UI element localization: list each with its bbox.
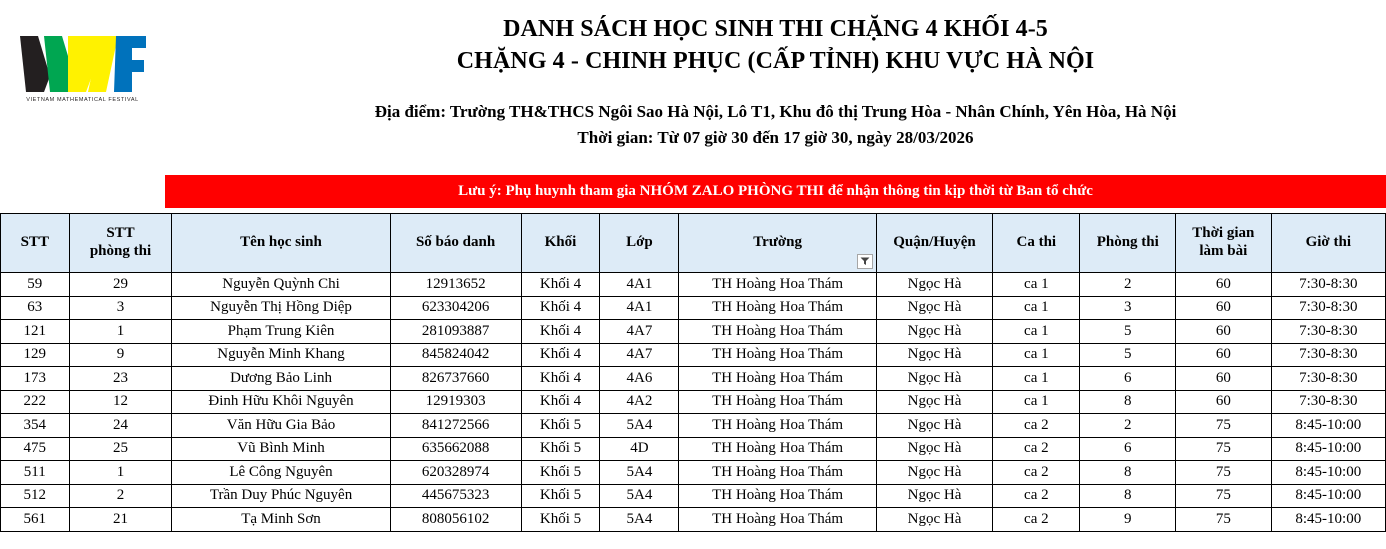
table-row[interactable] [1, 343, 1386, 367]
cell-phong-thi: 2 [1080, 273, 1176, 297]
cell-phong-thi: 6 [1080, 437, 1176, 461]
col-header-gio-thi-label: Giờ thi [1305, 234, 1351, 251]
cell-thoi-gian-lam-bai: 60 [1176, 367, 1272, 391]
cell-so-bao-danh: 12913652 [390, 273, 521, 297]
cell-lop: 4A7 [600, 343, 679, 367]
header-text-block [165, 0, 1386, 150]
cell-quan-huyen: Ngọc Hà [876, 390, 992, 414]
cell-gio-thi: 7:30-8:30 [1271, 367, 1385, 391]
cell-gio-thi: 7:30-8:30 [1271, 273, 1385, 297]
cell-ca-thi: ca 1 [993, 367, 1080, 391]
cell-phong-thi: 9 [1080, 508, 1176, 532]
cell-ca-thi: ca 2 [993, 461, 1080, 485]
cell-truong: TH Hoàng Hoa Thám [679, 414, 876, 438]
cell-so-bao-danh: 620328974 [390, 461, 521, 485]
cell-phong-thi: 8 [1080, 484, 1176, 508]
student-table [0, 213, 1386, 532]
cell-truong: TH Hoàng Hoa Thám [679, 343, 876, 367]
cell-so-bao-danh: 445675323 [390, 484, 521, 508]
cell-gio-thi: 7:30-8:30 [1271, 390, 1385, 414]
cell-stt-phong-thi: 1 [69, 320, 172, 344]
col-header-ca-thi[interactable] [993, 214, 1080, 273]
cell-stt: 354 [1, 414, 70, 438]
cell-gio-thi: 8:45-10:00 [1271, 461, 1385, 485]
cell-quan-huyen: Ngọc Hà [876, 437, 992, 461]
cell-quan-huyen: Ngọc Hà [876, 461, 992, 485]
cell-ten-hoc-sinh: Vũ Bình Minh [172, 437, 390, 461]
cell-quan-huyen: Ngọc Hà [876, 343, 992, 367]
cell-ten-hoc-sinh: Tạ Minh Sơn [172, 508, 390, 532]
cell-ca-thi: ca 2 [993, 508, 1080, 532]
note-spacer [0, 175, 165, 208]
cell-so-bao-danh: 808056102 [390, 508, 521, 532]
cell-stt: 475 [1, 437, 70, 461]
cell-khoi: Khối 5 [521, 484, 600, 508]
cell-stt-phong-thi: 2 [69, 484, 172, 508]
cell-quan-huyen: Ngọc Hà [876, 484, 992, 508]
cell-thoi-gian-lam-bai: 60 [1176, 273, 1272, 297]
cell-so-bao-danh: 635662088 [390, 437, 521, 461]
table-row[interactable] [1, 437, 1386, 461]
cell-quan-huyen: Ngọc Hà [876, 273, 992, 297]
cell-khoi: Khối 5 [521, 508, 600, 532]
cell-ca-thi: ca 2 [993, 484, 1080, 508]
cell-so-bao-danh: 281093887 [390, 320, 521, 344]
cell-khoi: Khối 4 [521, 296, 600, 320]
cell-stt-phong-thi: 9 [69, 343, 172, 367]
cell-gio-thi: 7:30-8:30 [1271, 296, 1385, 320]
filter-icon[interactable] [857, 254, 873, 269]
cell-khoi: Khối 5 [521, 437, 600, 461]
document-header [0, 0, 1386, 175]
cell-quan-huyen: Ngọc Hà [876, 508, 992, 532]
cell-lop: 5A4 [600, 414, 679, 438]
cell-lop: 4A1 [600, 296, 679, 320]
cell-so-bao-danh: 12919303 [390, 390, 521, 414]
cell-stt: 63 [1, 296, 70, 320]
cell-ten-hoc-sinh: Lê Công Nguyên [172, 461, 390, 485]
cell-gio-thi: 7:30-8:30 [1271, 320, 1385, 344]
cell-ca-thi: ca 1 [993, 320, 1080, 344]
cell-khoi: Khối 5 [521, 414, 600, 438]
cell-ten-hoc-sinh: Dương Bảo Linh [172, 367, 390, 391]
cell-lop: 4A7 [600, 320, 679, 344]
cell-ca-thi: ca 1 [993, 343, 1080, 367]
col-header-stt-phong-thi[interactable] [69, 214, 172, 273]
col-header-stt[interactable] [1, 214, 70, 273]
cell-ten-hoc-sinh: Phạm Trung Kiên [172, 320, 390, 344]
cell-phong-thi: 2 [1080, 414, 1176, 438]
table-row[interactable] [1, 414, 1386, 438]
col-header-lop[interactable] [600, 214, 679, 273]
cell-lop: 5A4 [600, 484, 679, 508]
logo-caption: VIETNAM MATHEMATICAL FESTIVAL [26, 97, 139, 103]
table-row[interactable] [1, 367, 1386, 391]
cell-stt: 222 [1, 390, 70, 414]
cell-gio-thi: 8:45-10:00 [1271, 414, 1385, 438]
table-body [1, 273, 1386, 532]
cell-khoi: Khối 4 [521, 273, 600, 297]
cell-lop: 4A2 [600, 390, 679, 414]
cell-quan-huyen: Ngọc Hà [876, 414, 992, 438]
cell-ten-hoc-sinh: Trần Duy Phúc Nguyên [172, 484, 390, 508]
event-location: Địa điểm: Trường TH&THCS Ngôi Sao Hà Nội, Lô T1, Khu đô thị Trung Hòa - Nhân Chính, Yên Hòa, Hà Nội [374, 102, 1177, 122]
cell-gio-thi: 8:45-10:00 [1271, 484, 1385, 508]
cell-thoi-gian-lam-bai: 60 [1176, 320, 1272, 344]
cell-khoi: Khối 4 [521, 390, 600, 414]
cell-thoi-gian-lam-bai: 60 [1176, 390, 1272, 414]
col-header-lop-label: Lớp [626, 234, 653, 251]
col-header-so-bao-danh[interactable] [390, 214, 521, 273]
col-header-thoi-gian-line2: làm bài [1199, 243, 1248, 259]
cell-stt-phong-thi: 12 [69, 390, 172, 414]
col-header-stt-phong-thi-line1: STT [106, 225, 135, 242]
table-row[interactable] [1, 461, 1386, 485]
cell-stt-phong-thi: 1 [69, 461, 172, 485]
cell-truong: TH Hoàng Hoa Thám [679, 320, 876, 344]
cell-stt-phong-thi: 3 [69, 296, 172, 320]
table-row[interactable] [1, 320, 1386, 344]
col-header-stt-phong-thi-line2: phòng thi [89, 243, 152, 259]
cell-lop: 5A4 [600, 461, 679, 485]
cell-ca-thi: ca 1 [993, 390, 1080, 414]
cell-ten-hoc-sinh: Nguyễn Minh Khang [172, 343, 390, 367]
cell-ten-hoc-sinh: Nguyễn Quỳnh Chi [172, 273, 390, 297]
event-time: Thời gian: Từ 07 giờ 30 đến 17 giờ 30, ngày 28/03/2026 [577, 127, 974, 147]
cell-phong-thi: 6 [1080, 367, 1176, 391]
col-header-thoi-gian-line1: Thời gian [1192, 225, 1255, 242]
cell-stt-phong-thi: 29 [69, 273, 172, 297]
cell-stt-phong-thi: 21 [69, 508, 172, 532]
cell-truong: TH Hoàng Hoa Thám [679, 508, 876, 532]
cell-ten-hoc-sinh: Đinh Hữu Khôi Nguyên [172, 390, 390, 414]
cell-lop: 4A1 [600, 273, 679, 297]
col-header-phong-thi[interactable] [1080, 214, 1176, 273]
cell-thoi-gian-lam-bai: 75 [1176, 437, 1272, 461]
cell-stt: 59 [1, 273, 70, 297]
col-header-quan-huyen[interactable] [876, 214, 992, 273]
cell-gio-thi: 7:30-8:30 [1271, 343, 1385, 367]
cell-stt-phong-thi: 25 [69, 437, 172, 461]
cell-ca-thi: ca 1 [993, 273, 1080, 297]
cell-stt-phong-thi: 24 [69, 414, 172, 438]
cell-stt: 511 [1, 461, 70, 485]
cell-phong-thi: 3 [1080, 296, 1176, 320]
col-header-truong-label: Trường [753, 234, 802, 251]
cell-stt: 561 [1, 508, 70, 532]
col-header-stt-label: STT [20, 234, 49, 251]
col-header-khoi-label: Khối [544, 234, 577, 251]
cell-truong: TH Hoàng Hoa Thám [679, 461, 876, 485]
cell-thoi-gian-lam-bai: 60 [1176, 343, 1272, 367]
cell-stt: 173 [1, 367, 70, 391]
vnmf-logo [18, 36, 148, 103]
vnmf-logo-icon [20, 36, 146, 94]
cell-stt: 121 [1, 320, 70, 344]
cell-so-bao-danh: 841272566 [390, 414, 521, 438]
col-header-gio-thi[interactable] [1271, 214, 1385, 273]
cell-truong: TH Hoàng Hoa Thám [679, 437, 876, 461]
cell-lop: 4A6 [600, 367, 679, 391]
table-row[interactable] [1, 508, 1386, 532]
cell-truong: TH Hoàng Hoa Thám [679, 273, 876, 297]
cell-khoi: Khối 4 [521, 343, 600, 367]
note-banner: Lưu ý: Phụ huynh tham gia NHÓM ZALO PHÒNG THI để nhận thông tin kịp thời từ Ban tổ chức [165, 175, 1386, 208]
cell-khoi: Khối 5 [521, 461, 600, 485]
table-row[interactable] [1, 273, 1386, 297]
cell-ca-thi: ca 1 [993, 296, 1080, 320]
cell-thoi-gian-lam-bai: 75 [1176, 461, 1272, 485]
col-header-ten-hoc-sinh-label: Tên học sinh [240, 234, 322, 251]
cell-phong-thi: 8 [1080, 461, 1176, 485]
cell-lop: 4D [600, 437, 679, 461]
cell-quan-huyen: Ngọc Hà [876, 296, 992, 320]
event-details [165, 99, 1386, 150]
cell-gio-thi: 8:45-10:00 [1271, 437, 1385, 461]
cell-ten-hoc-sinh: Văn Hữu Gia Bảo [172, 414, 390, 438]
cell-so-bao-danh: 845824042 [390, 343, 521, 367]
col-header-thoi-gian-lam-bai[interactable] [1176, 214, 1272, 273]
cell-truong: TH Hoàng Hoa Thám [679, 367, 876, 391]
table-header-row [1, 214, 1386, 273]
cell-khoi: Khối 4 [521, 367, 600, 391]
cell-truong: TH Hoàng Hoa Thám [679, 484, 876, 508]
cell-quan-huyen: Ngọc Hà [876, 367, 992, 391]
cell-ca-thi: ca 2 [993, 414, 1080, 438]
cell-stt-phong-thi: 23 [69, 367, 172, 391]
table-row[interactable] [1, 484, 1386, 508]
cell-phong-thi: 5 [1080, 320, 1176, 344]
cell-truong: TH Hoàng Hoa Thám [679, 296, 876, 320]
cell-phong-thi: 5 [1080, 343, 1176, 367]
logo-cell [0, 0, 165, 175]
cell-quan-huyen: Ngọc Hà [876, 320, 992, 344]
cell-thoi-gian-lam-bai: 75 [1176, 414, 1272, 438]
col-header-quan-huyen-label: Quận/Huyện [893, 234, 976, 251]
note-row [0, 175, 1386, 208]
col-header-ca-thi-label: Ca thi [1016, 234, 1057, 251]
filter-funnel-icon [860, 257, 870, 266]
table-row[interactable] [1, 296, 1386, 320]
col-header-truong[interactable] [679, 214, 876, 273]
col-header-phong-thi-label: Phòng thi [1096, 234, 1159, 251]
cell-truong: TH Hoàng Hoa Thám [679, 390, 876, 414]
page-title-line-2: CHẶNG 4 - CHINH PHỤC (CẤP TỈNH) KHU VỰC HÀ NỘI [456, 47, 1095, 74]
cell-lop: 5A4 [600, 508, 679, 532]
cell-gio-thi: 8:45-10:00 [1271, 508, 1385, 532]
cell-so-bao-danh: 623304206 [390, 296, 521, 320]
cell-ten-hoc-sinh: Nguyễn Thị Hồng Diệp [172, 296, 390, 320]
cell-khoi: Khối 4 [521, 320, 600, 344]
cell-phong-thi: 8 [1080, 390, 1176, 414]
cell-stt: 129 [1, 343, 70, 367]
col-header-ten-hoc-sinh[interactable] [172, 214, 390, 273]
cell-so-bao-danh: 826737660 [390, 367, 521, 391]
cell-stt: 512 [1, 484, 70, 508]
cell-ca-thi: ca 2 [993, 437, 1080, 461]
col-header-so-bao-danh-label: Số báo danh [415, 234, 496, 251]
cell-thoi-gian-lam-bai: 60 [1176, 296, 1272, 320]
cell-thoi-gian-lam-bai: 75 [1176, 508, 1272, 532]
col-header-khoi[interactable] [521, 214, 600, 273]
page-title-line-1: DANH SÁCH HỌC SINH THI CHẶNG 4 KHỐI 4-5 [503, 16, 1048, 42]
cell-thoi-gian-lam-bai: 75 [1176, 484, 1272, 508]
table-row[interactable] [1, 390, 1386, 414]
